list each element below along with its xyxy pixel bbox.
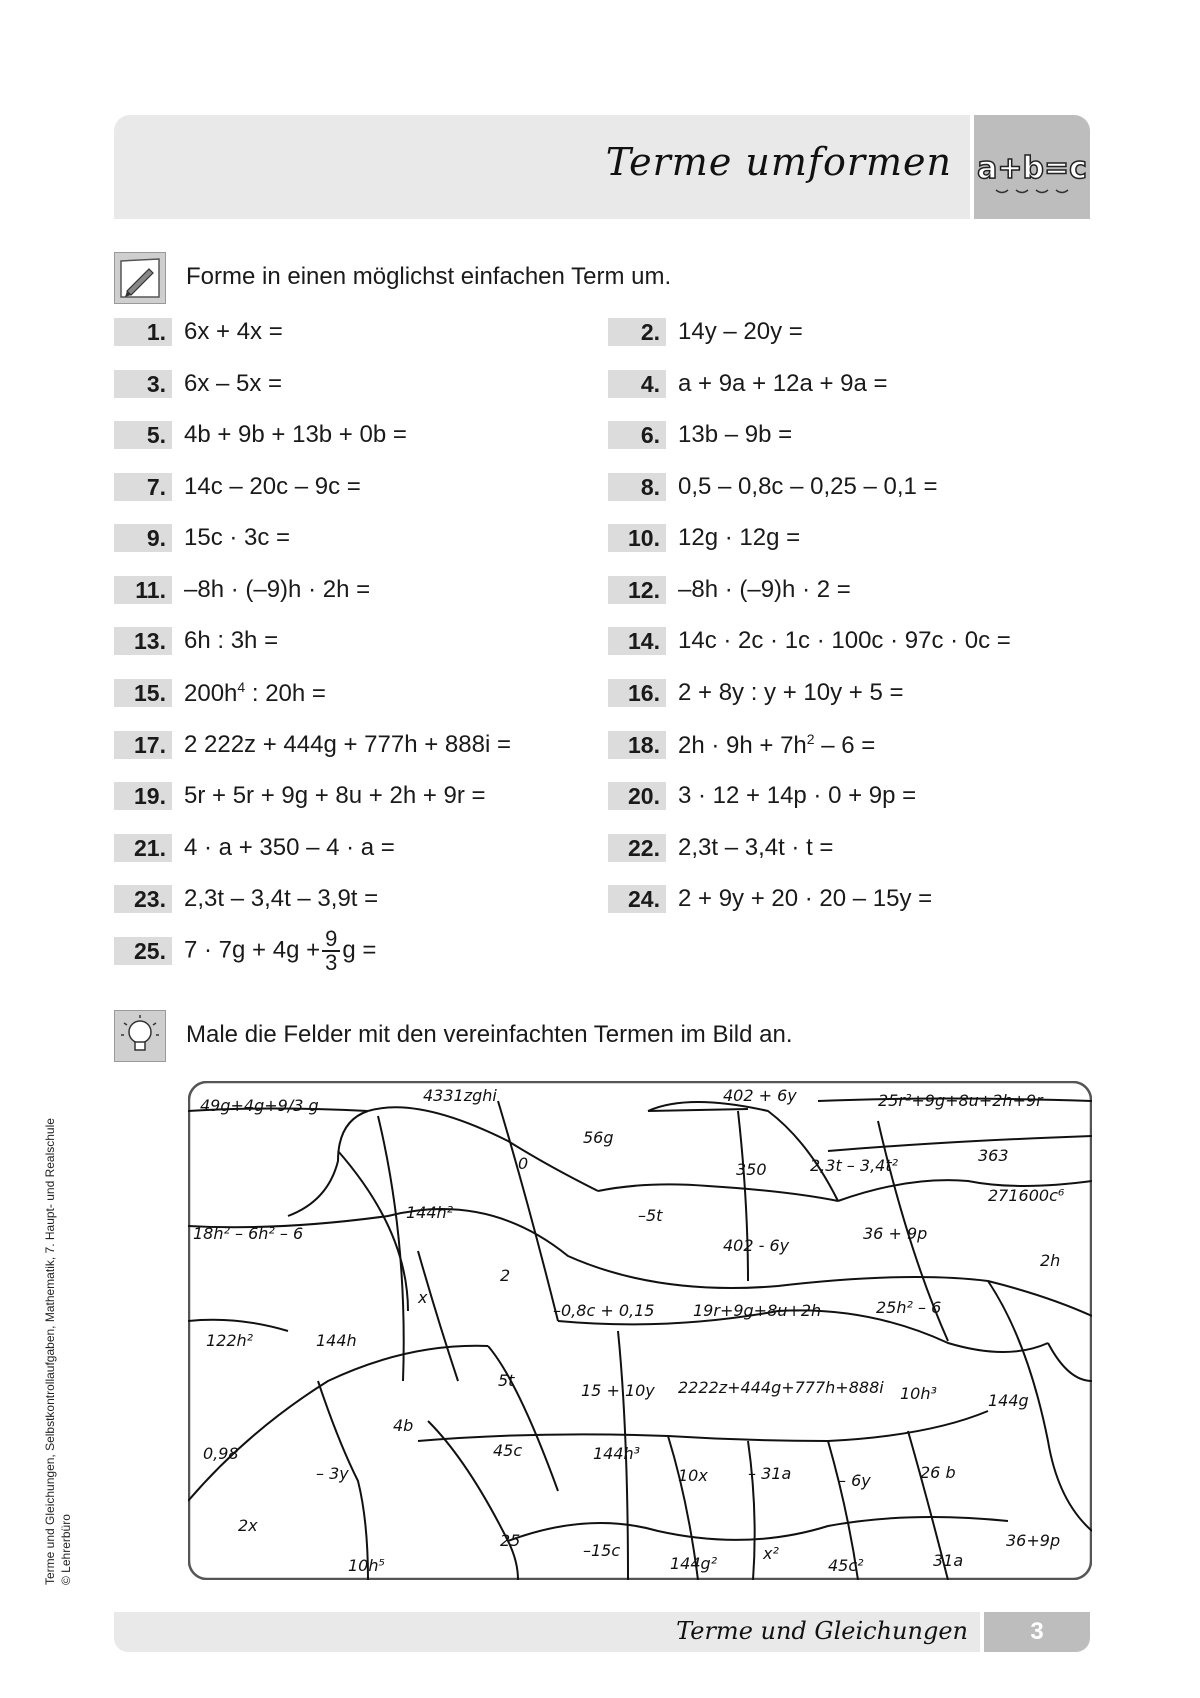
exercise-term: 6x – 5x = <box>184 370 283 397</box>
exercise-term: 14c · 2c · 1c · 100c · 97c · 0c = <box>678 627 1011 654</box>
exercise-21 <box>114 829 395 867</box>
field-label: 350 <box>736 1160 767 1179</box>
header-logo-box <box>974 115 1090 219</box>
exercise-number: 19. <box>114 782 172 810</box>
field-label: 45c <box>493 1441 523 1460</box>
field-label: 0 <box>518 1154 529 1173</box>
field-label: 271600c⁶ <box>988 1186 1065 1205</box>
exercise-term: a + 9a + 12a + 9a = <box>678 370 888 397</box>
exercise-number: 12. <box>608 576 666 604</box>
exercise-7 <box>114 468 361 506</box>
field-label: 15 + 10y <box>581 1381 655 1400</box>
exercise-term: 0,5 – 0,8c – 0,25 – 0,1 = <box>678 473 938 500</box>
side-credit <box>42 1025 74 1585</box>
field-label: 10h⁵ <box>348 1556 385 1575</box>
exercise-number: 20. <box>608 782 666 810</box>
exercise-term: 14c – 20c – 9c = <box>184 473 361 500</box>
field-label: – 3y <box>316 1464 349 1483</box>
field-label: 25h² – 6 <box>876 1298 942 1317</box>
exercise-20 <box>608 777 916 815</box>
exercise-24 <box>608 880 932 918</box>
exercise-term: 4b + 9b + 13b + 0b = <box>184 421 407 448</box>
exercise-number: 18. <box>608 731 666 759</box>
page-title: Terme umformen <box>605 140 952 184</box>
fraction: $\frac{9}{3}$ <box>322 928 340 974</box>
field-label: 2,3t – 3,4t² <box>810 1156 899 1175</box>
field-label: 25 <box>500 1531 521 1550</box>
exercise-number: 2. <box>608 318 666 346</box>
field-label: 36+9p <box>1006 1531 1061 1550</box>
exercise-number: 1. <box>114 318 172 346</box>
field-label: 31a <box>933 1551 964 1570</box>
exercise-number: 25. <box>114 937 172 965</box>
exercise-term: –8h · (–9)h · 2h = <box>184 576 371 603</box>
exercise-8 <box>608 468 938 506</box>
field-label: 0,98 <box>203 1444 239 1463</box>
exercise-12 <box>608 571 851 609</box>
logo-text: a+b=c <box>977 151 1087 186</box>
exercise-18 <box>608 726 875 764</box>
exercise-number: 9. <box>114 524 172 552</box>
exercise-term: 6h : 3h = <box>184 627 279 654</box>
exercise-number: 17. <box>114 731 172 759</box>
exercise-13 <box>114 622 278 660</box>
field-label: 19r+9g+8u+2h <box>693 1301 822 1320</box>
field-label: 10h³ <box>900 1384 937 1403</box>
exercise-term: 2 + 8y : y + 10y + 5 = <box>678 679 904 706</box>
field-label: –0,8c + 0,15 <box>553 1301 655 1320</box>
exercise-term: 13b – 9b = <box>678 421 793 448</box>
field-label: 56g <box>583 1128 614 1147</box>
exercise-number: 15. <box>114 679 172 707</box>
exercise-term: 14y – 20y = <box>678 318 803 345</box>
exercise-term: 2 + 9y + 20 · 20 – 15y = <box>678 885 933 912</box>
field-label: 144h³ <box>593 1444 641 1463</box>
exercise-number: 8. <box>608 473 666 501</box>
exercise-number: 10. <box>608 524 666 552</box>
exercise-1 <box>114 313 283 351</box>
field-label: –5t <box>638 1206 663 1225</box>
exercise-15 <box>114 674 326 712</box>
field-label: 36 + 9p <box>863 1224 928 1243</box>
exercise-term: $2h \cdot 9h + 7h^2 - 6$ = <box>678 730 876 759</box>
instruction-simplify: Forme in einen möglichst einfachen Term um. <box>186 263 672 290</box>
exercise-number: 13. <box>114 627 172 655</box>
exercise-term: 2,3t – 3,4t · t = <box>678 834 834 861</box>
field-label: 122h² <box>206 1331 254 1350</box>
exercise-number: 6. <box>608 421 666 449</box>
exercise-term: 12g · 12g = <box>678 524 801 551</box>
field-label: 45c² <box>828 1556 864 1575</box>
exercise-22 <box>608 829 833 867</box>
field-label: 2 <box>500 1266 511 1285</box>
page-number: 3 <box>984 1612 1090 1652</box>
credit-line-series: Terme und Gleichungen, Selbstkontrollaufgaben, Mathematik, 7. Haupt- und Realschule <box>43 1118 57 1585</box>
exercise-19 <box>114 777 486 815</box>
field-label: 10x <box>678 1466 708 1485</box>
exercise-14 <box>608 622 1011 660</box>
field-label: 4b <box>393 1416 414 1435</box>
exercise-term: –8h · (–9)h · 2 = <box>678 576 851 603</box>
field-label: 2x <box>238 1516 258 1535</box>
exercise-number: 22. <box>608 834 666 862</box>
exercise-number: 23. <box>114 885 172 913</box>
exercise-term: 2 222z + 444g + 777h + 888i = <box>184 731 511 758</box>
field-label: – 31a <box>748 1464 792 1483</box>
field-label: 2h <box>1040 1251 1061 1270</box>
field-label: 49g+4g+9/3 g <box>200 1096 319 1115</box>
exercise-term: 2,3t – 3,4t – 3,9t = <box>184 885 379 912</box>
field-label: 144h <box>316 1331 357 1350</box>
field-label: 363 <box>978 1146 1009 1165</box>
exercise-25 <box>114 926 377 975</box>
exercise-9 <box>114 519 290 557</box>
field-label: 2222z+444g+777h+888i <box>678 1378 884 1397</box>
exercise-11 <box>114 571 370 609</box>
exercise-number: 7. <box>114 473 172 501</box>
exercise-4 <box>608 365 888 403</box>
field-label: 144g² <box>670 1554 718 1573</box>
field-label: 26 b <box>920 1463 956 1482</box>
field-label: 402 - 6y <box>723 1236 790 1255</box>
exercise-number: 5. <box>114 421 172 449</box>
pencil-task-icon <box>114 252 166 304</box>
exercise-term: 5r + 5r + 9g + 8u + 2h + 9r = <box>184 782 486 809</box>
field-label: – 6y <box>838 1471 871 1490</box>
coloring-puzzle <box>188 1081 1092 1580</box>
exercise-number: 11. <box>114 576 172 604</box>
exercise-term: $200h^4$ : 20h = <box>184 678 326 707</box>
abc-logo-icon <box>974 115 1090 219</box>
field-label: –15c <box>583 1541 621 1560</box>
exercise-term: 3 · 12 + 14p · 0 + 9p = <box>678 782 917 809</box>
exercise-23 <box>114 880 378 918</box>
exercise-10 <box>608 519 800 557</box>
exercise-number: 24. <box>608 885 666 913</box>
exercise-term: 7 · 7g + 4g + $\frac{9}{3}$ g = <box>184 926 377 975</box>
exercise-number: 3. <box>114 370 172 398</box>
exercise-5 <box>114 416 407 454</box>
exercise-term: 6x + 4x = <box>184 318 283 345</box>
instruction-color-fields: Male die Felder mit den vereinfachten Termen im Bild an. <box>186 1021 793 1048</box>
field-label: 5t <box>498 1371 515 1390</box>
exercise-term: 4 · a + 350 – 4 · a = <box>184 834 395 861</box>
field-label: 144g <box>988 1391 1029 1410</box>
exercise-3 <box>114 365 282 403</box>
exercise-number: 21. <box>114 834 172 862</box>
exercise-6 <box>608 416 792 454</box>
field-label: x² <box>763 1544 779 1563</box>
field-label: 144h² <box>406 1203 454 1222</box>
exercise-term: 15c · 3c = <box>184 524 291 551</box>
credit-line-publisher: © Lehrerbüro <box>59 1514 73 1585</box>
exercise-2 <box>608 313 803 351</box>
exercise-16 <box>608 674 903 712</box>
field-label: 25r²+9g+8u+2h+9r <box>878 1091 1043 1110</box>
field-label: 18h² – 6h² – 6 <box>193 1224 304 1243</box>
footer-title: Terme und Gleichungen <box>676 1617 968 1645</box>
exercise-number: 16. <box>608 679 666 707</box>
field-label: x <box>418 1288 428 1307</box>
field-label: 402 + 6y <box>723 1086 797 1105</box>
exercise-number: 14. <box>608 627 666 655</box>
field-label: 4331zghi <box>423 1086 497 1105</box>
exercise-number: 4. <box>608 370 666 398</box>
exercise-17 <box>114 726 511 764</box>
lightbulb-task-icon <box>114 1010 166 1062</box>
